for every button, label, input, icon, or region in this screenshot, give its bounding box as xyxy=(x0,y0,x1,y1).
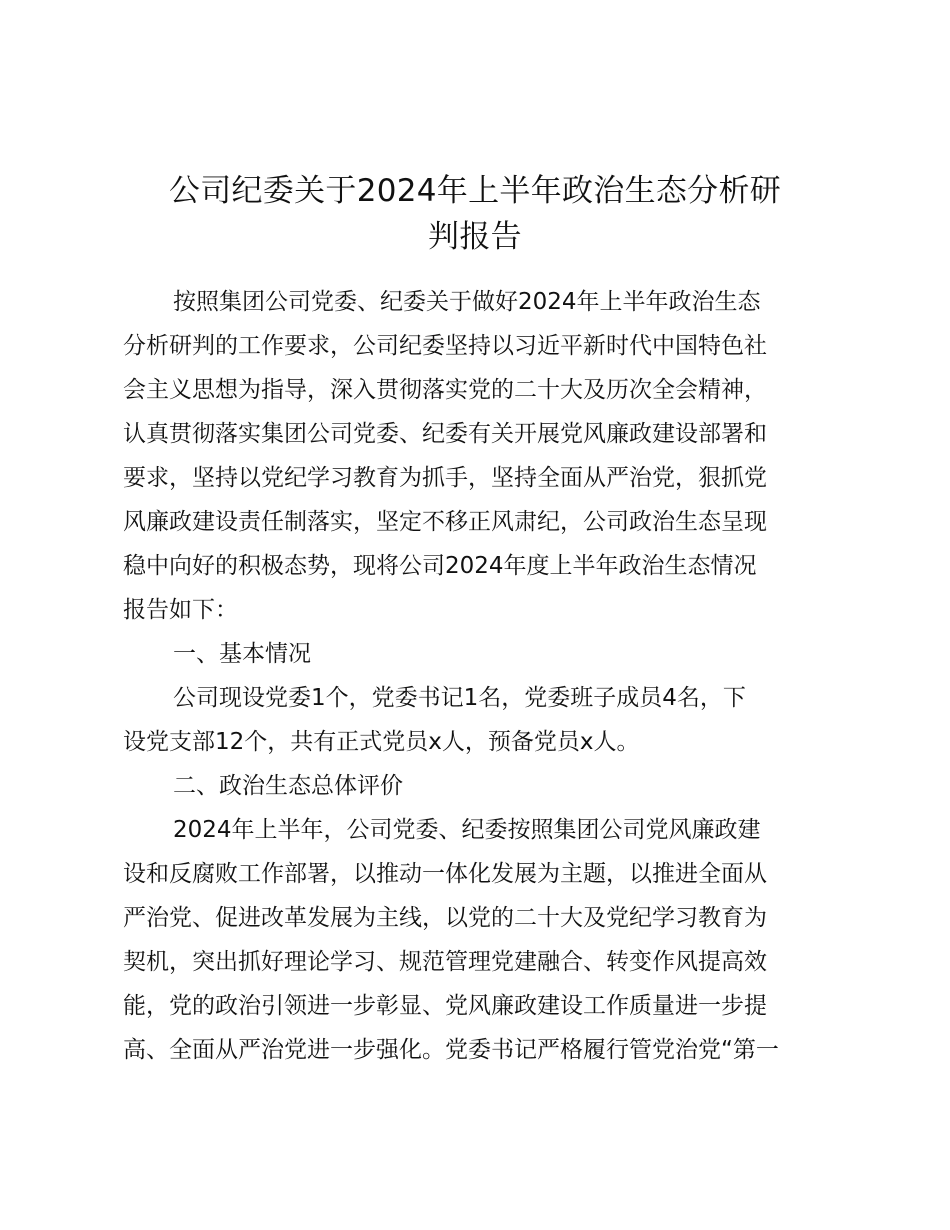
document-title xyxy=(120,168,830,260)
paragraph-line: 高、全面从严治党进一步强化。党委书记严格履行管党治党“第一 xyxy=(123,1037,779,1063)
title-line-2: 判报告 xyxy=(428,219,522,255)
paragraph-line: 设党支部12个，共有正式党员x人，预备党员x人。 xyxy=(123,729,640,755)
section-heading: 二、政治生态总体评价 xyxy=(173,773,403,799)
paragraph-line: 设和反腐败工作部署，以推动一体化发展为主题，以推进全面从 xyxy=(123,861,767,887)
section-heading: 一、基本情况 xyxy=(173,641,311,667)
title-line-1: 公司纪委关于2024年上半年政治生态分析研 xyxy=(168,173,782,209)
paragraph-line: 2024年上半年，公司党委、纪委按照集团公司党风廉政建 xyxy=(173,817,761,843)
paragraph-line: 公司现设党委1个，党委书记1名，党委班子成员4名，下 xyxy=(173,685,746,711)
paragraph-line: 契机，突出抓好理论学习、规范管理党建融合、转变作风提高效 xyxy=(123,949,767,975)
paragraph-line: 认真贯彻落实集团公司党委、纪委有关开展党风廉政建设部署和 xyxy=(123,421,767,447)
paragraph-line: 稳中向好的积极态势，现将公司2024年度上半年政治生态情况 xyxy=(123,553,757,579)
paragraph-line: 会主义思想为指导，深入贯彻落实党的二十大及历次全会精神， xyxy=(123,377,767,403)
paragraph-line: 分析研判的工作要求，公司纪委坚持以习近平新时代中国特色社 xyxy=(123,333,767,359)
paragraph-line: 报告如下： xyxy=(123,597,238,623)
paragraph-line: 能，党的政治引领进一步彰显、党风廉政建设工作质量进一步提 xyxy=(123,993,767,1019)
paragraph-line: 按照集团公司党委、纪委关于做好2024年上半年政治生态 xyxy=(173,289,761,315)
paragraph-line: 要求，坚持以党纪学习教育为抓手，坚持全面从严治党，狠抓党 xyxy=(123,465,767,491)
paragraph-line: 风廉政建设责任制落实，坚定不移正风肃纪，公司政治生态呈现 xyxy=(123,509,767,535)
paragraph-line: 严治党、促进改革发展为主线，以党的二十大及党纪学习教育为 xyxy=(123,905,767,931)
